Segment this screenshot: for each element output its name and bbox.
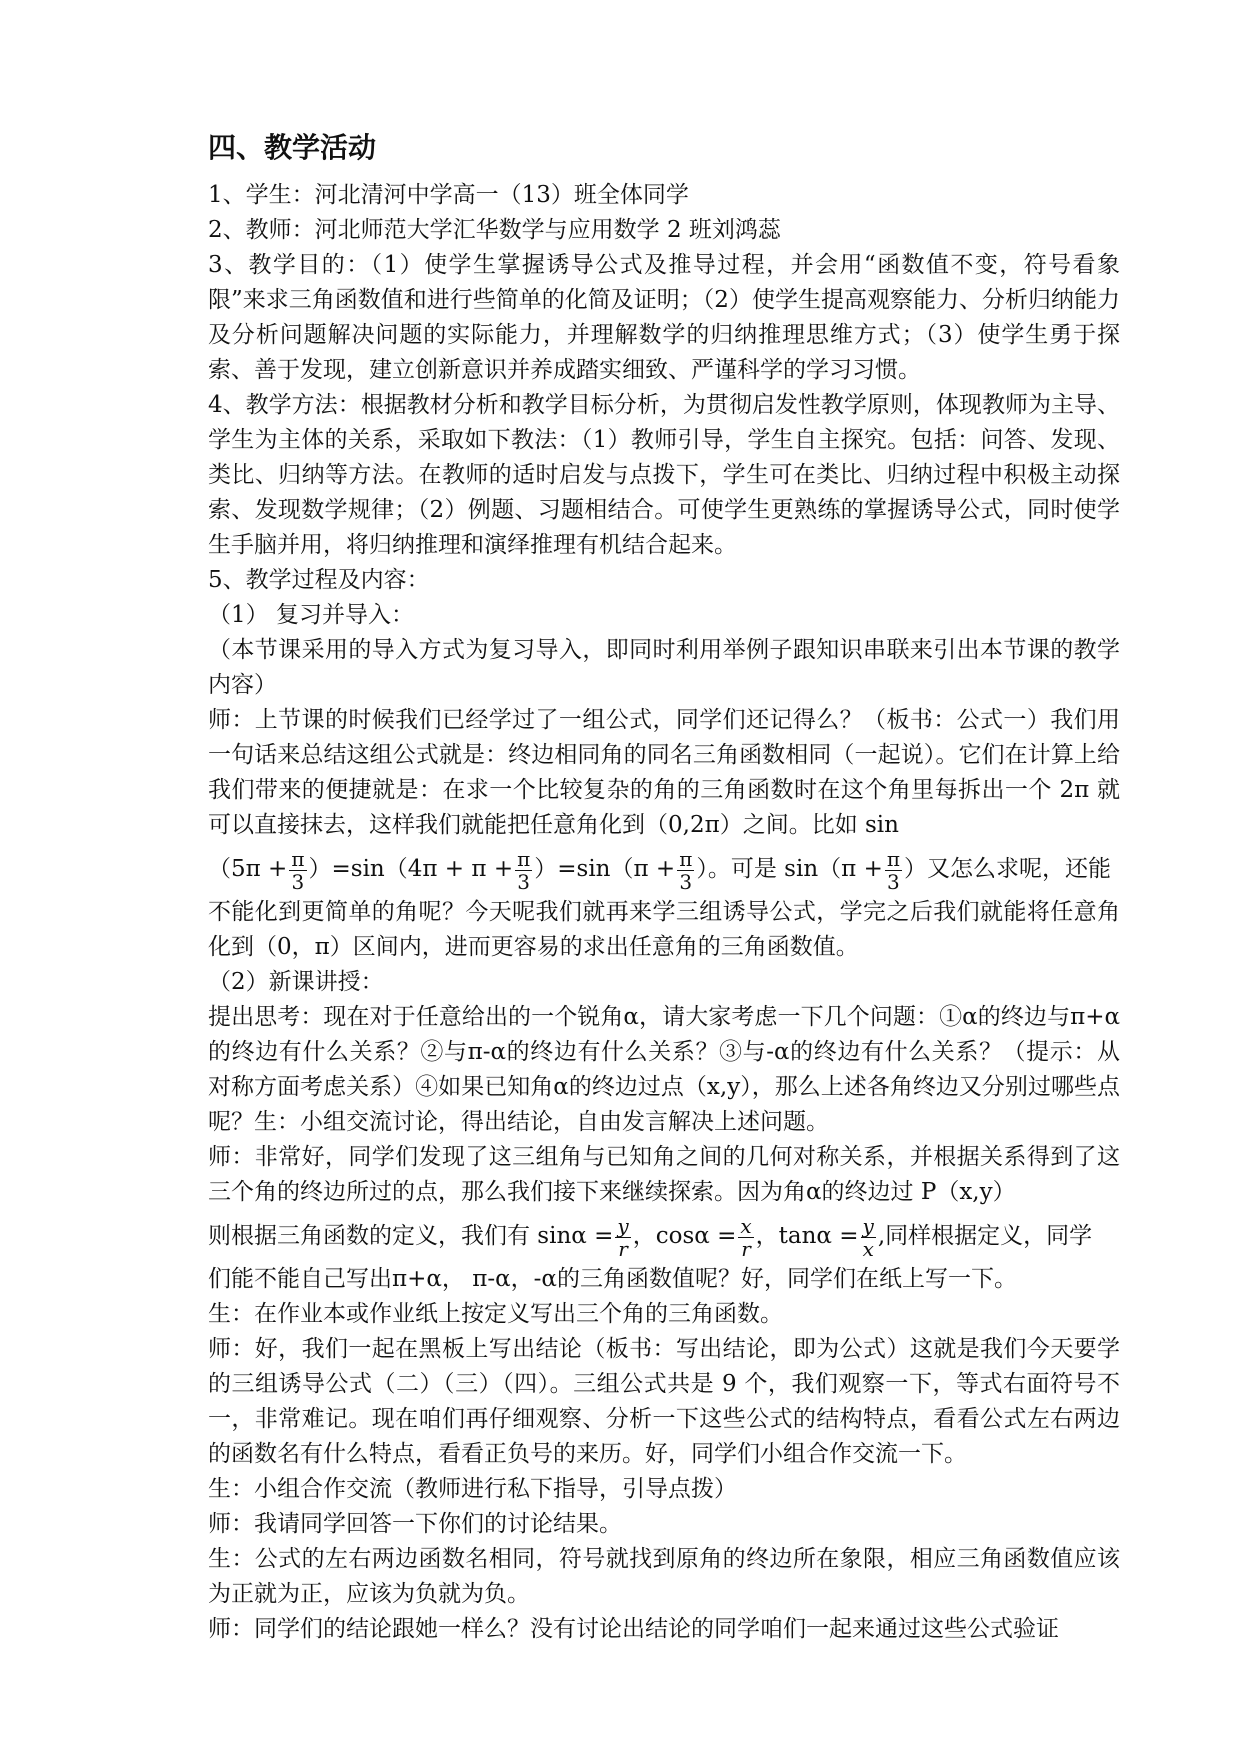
formula-text: 则根据三角函数的定义，我们有 sinα =: [208, 1223, 614, 1249]
paragraph-students: 1、学生：河北清河中学高一（13）班全体同学: [208, 182, 689, 208]
paragraph-teacher-asks: 师：我请同学回答一下你们的讨论结果。: [208, 1511, 622, 1537]
formula-text: （5π +: [208, 856, 288, 882]
paragraph-teacher-formulas: 师：好，我们一起在黑板上写出结论（板书：写出结论，即为公式）这就是我们今天要学的三组诱导公式（二）（三）（四）。三组公式共是 9 个，我们观察一下，等式右面符号不一，非常难记。现在咱们再仔细观察、分析一下这些公式的结构特点，看看公式左右两边的函数名有什么特点，看看正负号的来历。好，同学们小组合作交流一下。: [208, 1336, 1120, 1467]
paragraph-student-answer: 生：公式的左右两边函数名相同，符号就找到原角的终边所在象限，相应三角函数值应该为正就为正，应该为负就为负。: [208, 1546, 1120, 1607]
formula-line-definitions: [208, 1213, 1093, 1261]
definition-dialogue-text: 师：非常好，同学们发现了这三组角与已知角之间的几何对称关系，并根据关系得到了这三个角的终边所过的点，那么我们接下来继续探索。因为角α的终边过 P（x,y）: [208, 1144, 1120, 1205]
paragraph-review-dialogue: [208, 703, 1120, 965]
section-title: 四、教学活动: [208, 131, 377, 164]
paragraph-review-note: （本节课采用的导入方式为复习导入，即同时利用举例子跟知识串联来引出本节课的教学内容）: [208, 637, 1120, 698]
fraction-pi-over-3: $\frac{\pi}{3}$: [517, 846, 531, 894]
fraction-y-over-x: $\frac{y}{x}$: [862, 1213, 874, 1261]
paragraph-goals: 3、教学目的：（1）使学生掌握诱导公式及推导过程，并会用“函数值不变，符号看象限”来求三角函数值和进行些简单的化简及证明；（2）使学生提高观察能力、分析归纳能力及分析问题解决问题的实际能力，并理解数学的归纳推理思维方式；（3）使学生勇于探索、善于发现，建立创新意识并养成踏实细致、严谨科学的学习习惯。: [208, 252, 1120, 383]
paragraph-questions: 提出思考：现在对于任意给出的一个锐角α，请大家考虑一下几个问题：①α的终边与π+α的终边有什么关系？②与π-α的终边有什么关系？③与-α的终边有什么关系？（提示：从对称方面考虑关系）④如果已知角α的终边过点（x,y），那么上述各角终边又分别过哪些点呢？生：小组交流讨论，得出结论，自由发言解决上述问题。: [208, 1004, 1120, 1135]
paragraph-teacher-verify: 师：同学们的结论跟她一样么？没有讨论出结论的同学咱们一起来通过这些公式验证: [208, 1616, 1059, 1642]
paragraph-teacher: 2、教师：河北师范大学汇华数学与应用数学 2 班刘鸿蕊: [208, 217, 781, 243]
paragraph-new-lesson-heading: （2）新课讲授：: [208, 969, 384, 995]
formula-text: ，tanα =: [755, 1223, 859, 1249]
paragraph-student-writes: 生：在作业本或作业纸上按定义写出三个角的三角函数。: [208, 1301, 783, 1327]
review-dialogue-continued: 不能化到更简单的角呢？今天呢我们就再来学三组诱导公式，学完之后我们就能将任意角化到（0，π）区间内，进而更容易的求出任意角的三角函数值。: [208, 899, 1120, 960]
formula-line-sin: [208, 846, 1111, 894]
formula-text: ）=sin（4π + π +: [308, 856, 514, 882]
fraction-pi-over-3: $\frac{\pi}{3}$: [291, 846, 305, 894]
fraction-x-over-r: $\frac{x}{r}$: [740, 1213, 752, 1261]
paragraph-methods: 4、教学方法：根据教材分析和教学目标分析，为贯彻启发性教学原则，体现教师为主导、学生为主体的关系，采取如下教法：（1）教师引导，学生自主探究。包括：问答、发现、类比、归纳等方法。在教师的适时启发与点拨下，学生可在类比、归纳过程中积极主动探索、发现数学规律；（2）例题、习题相结合。可使学生更熟练的掌握诱导公式，同时使学生手脑并用，将归纳推理和演绎推理有机结合起来。: [208, 392, 1120, 558]
formula-text: ）=sin（π +: [534, 856, 676, 882]
definition-dialogue-continued: 们能不能自己写出π+α， π-α，-α的三角函数值呢？好，同学们在纸上写一下。: [208, 1266, 1017, 1292]
fraction-pi-over-3: $\frac{\pi}{3}$: [886, 846, 900, 894]
formula-text: ）。可是 sin（π +: [696, 856, 883, 882]
paragraph-definition-dialogue: [208, 1140, 1120, 1297]
formula-text: ）又怎么求呢，还能: [904, 856, 1111, 882]
paragraph-process-heading: 5、教学过程及内容：: [208, 567, 430, 593]
fraction-pi-over-3: $\frac{\pi}{3}$: [679, 846, 693, 894]
paragraph-review-heading: （1） 复习并导入：: [208, 602, 414, 628]
paragraph-group-work: 生：小组合作交流（教师进行私下指导，引导点拨）: [208, 1476, 737, 1502]
formula-text: ,同样根据定义，同学: [877, 1223, 1093, 1249]
document-body: [208, 128, 1120, 1647]
review-dialogue-text: 师：上节课的时候我们已经学过了一组公式，同学们还记得么？（板书：公式一）我们用一句话来总结这组公式就是：终边相同角的同名三角函数相同（一起说）。它们在计算上给我们带来的便捷就是：在求一个比较复杂的角的三角函数时在这个角里每拆出一个 2π 就可以直接抹去，这样我们就能把任意角化到（0,2π）之间。比如 sin: [208, 707, 1120, 838]
formula-text: ，cosα =: [632, 1223, 737, 1249]
fraction-y-over-r: $\frac{y}{r}$: [617, 1213, 629, 1261]
